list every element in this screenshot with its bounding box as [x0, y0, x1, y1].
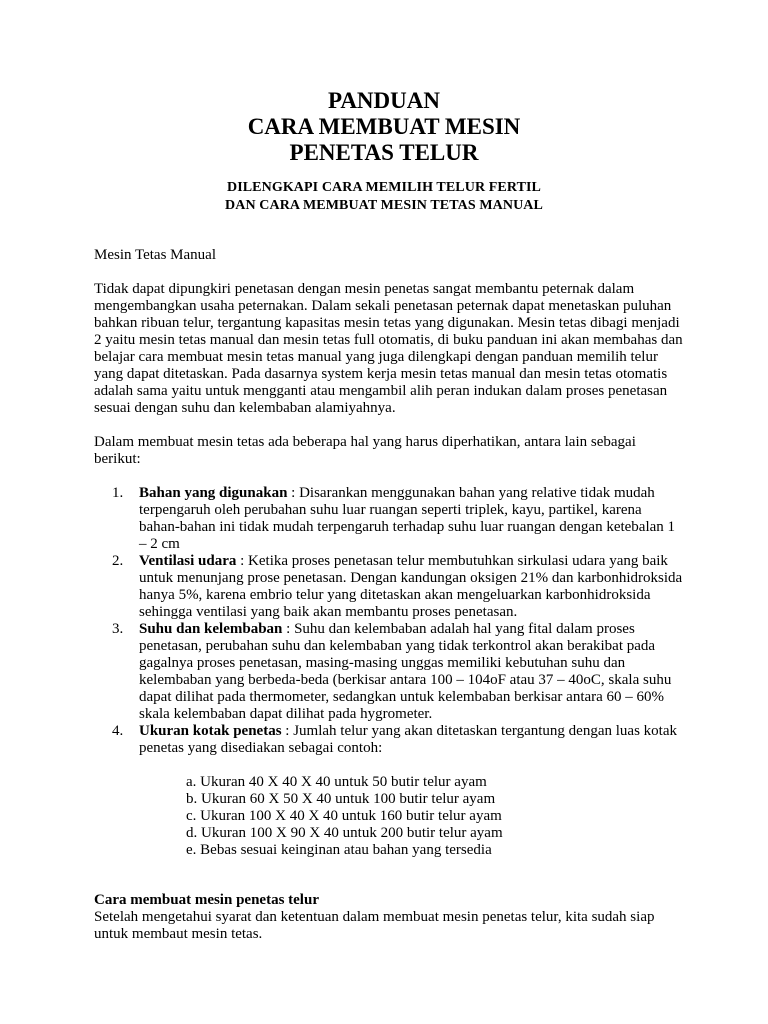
- list-item-text: : Disarankan menggunakan bahan yang relative tidak mudah terpengaruh oleh perubahan suhu luar ruangan seperti triplek, kayu, partikel, karena bahan-bahan ini tidak mudah terpengaruh terhadap suhu luar ruangan dengan ketebalan 1 – 2 cm: [139, 485, 676, 552]
- title-line-1: PANDUAN: [327, 88, 440, 113]
- list-item-term: Ukuran kotak penetas: [139, 723, 282, 739]
- list-item-number: 4.: [112, 723, 124, 739]
- list-item-term: Bahan yang digunakan: [139, 485, 288, 501]
- list-item-number: 2.: [112, 553, 124, 569]
- title-line-3: PENETAS TELUR: [289, 140, 479, 165]
- intro-paragraph: Tidak dapat dipungkiri penetasan dengan mesin penetas sangat membantu peternak dalam mengembangkan usaha peternakan. Dalam sekali penetasan peternak dapat menetaskan puluhan bahkan ribuan telur, tergantung kapasitas mesin tetas yang digunakan. Mesin tetas dibagi menjadi 2 yaitu mesin tetas manual dan mesin tetas full otomatis, di buku panduan ini akan membahas dan belajar cara membuat mesin tetas manual yang juga dilengkapi dengan panduan memilih telur yang dapat ditetaskan. Pada dasarnya system kerja mesin tetas manual dan mesin tetas otomatis adalah sama yaitu untuk mengganti atau mengambil alih peran indukan dalam proses penetasan sesuai dengan suhu dan kelembaban alamiyahnya.: [94, 281, 683, 416]
- list-item-text: : Suhu dan kelembaban adalah hal yang fital dalam proses penetasan, perubahan suhu dan kelembaban yang tidak terkontrol akan berakibat pada gagalnya proses penetasan, masing-masing unggas memiliki kebutuhan suhu dan kelembaban yang berbeda-beda (berkisar antara 100 – 104oF atau 37 – 40oC, skala suhu dapat dilihat pada thermometer, sedangkan untuk kelembaban berkisar antara 60 – 60% skala kelembaban dapat dilihat pada hygrometer.: [139, 621, 672, 722]
- list-item: [94, 723, 684, 757]
- list-item: [94, 621, 684, 723]
- title-block: [0, 88, 768, 166]
- section-heading-how-to: Cara membuat mesin penetas telur: [94, 892, 319, 908]
- section-heading-manual: Mesin Tetas Manual: [94, 247, 216, 263]
- subtitle-block: [0, 179, 768, 215]
- subtitle-line-2: DAN CARA MEMBUAT MESIN TETAS MANUAL: [225, 198, 543, 213]
- title-line-2: CARA MEMBUAT MESIN: [247, 114, 521, 139]
- list-item-number: 3.: [112, 621, 124, 637]
- list-item-term: Suhu dan kelembaban: [139, 621, 283, 637]
- list-item: [94, 553, 684, 621]
- considerations-list: [94, 485, 684, 757]
- list-item-term: Ventilasi udara: [139, 553, 237, 569]
- how-to-paragraph: Setelah mengetahui syarat dan ketentuan dalam membuat mesin penetas telur, kita sudah siap untuk membaut mesin tetas.: [94, 909, 655, 942]
- list-item: c. Ukuran 100 X 40 X 40 untuk 160 butir telur ayam: [186, 808, 502, 824]
- list-item-text: : Ketika proses penetasan telur membutuhkan sirkulasi udara yang baik untuk menunjang prose penetasan. Dengan kandungan oksigen 21% dan karbonhidroksida hanya 5%, karena embrio telur yang ditetaskan akan mengeluarkan karbonhidroksida sehingga ventilasi yang baik akan membantu proses penetasan.: [139, 553, 683, 620]
- list-item: b. Ukuran 60 X 50 X 40 untuk 100 butir telur ayam: [186, 791, 496, 807]
- list-item: [94, 485, 684, 553]
- list-item: a. Ukuran 40 X 40 X 40 untuk 50 butir telur ayam: [186, 774, 487, 790]
- document-body: [94, 247, 684, 943]
- list-item-text: : Jumlah telur yang akan ditetaskan tergantung dengan luas kotak penetas yang disediakan sebagai contoh:: [139, 723, 677, 756]
- size-examples-list: [94, 774, 684, 859]
- list-item: e. Bebas sesuai keinginan atau bahan yang tersedia: [186, 842, 492, 858]
- subtitle-line-1: DILENGKAPI CARA MEMILIH TELUR FERTIL: [226, 180, 541, 195]
- list-item: d. Ukuran 100 X 90 X 40 untuk 200 butir telur ayam: [186, 825, 503, 841]
- list-item-number: 1.: [112, 485, 124, 501]
- considerations-paragraph: Dalam membuat mesin tetas ada beberapa hal yang harus diperhatikan, antara lain sebagai berikut:: [94, 434, 636, 467]
